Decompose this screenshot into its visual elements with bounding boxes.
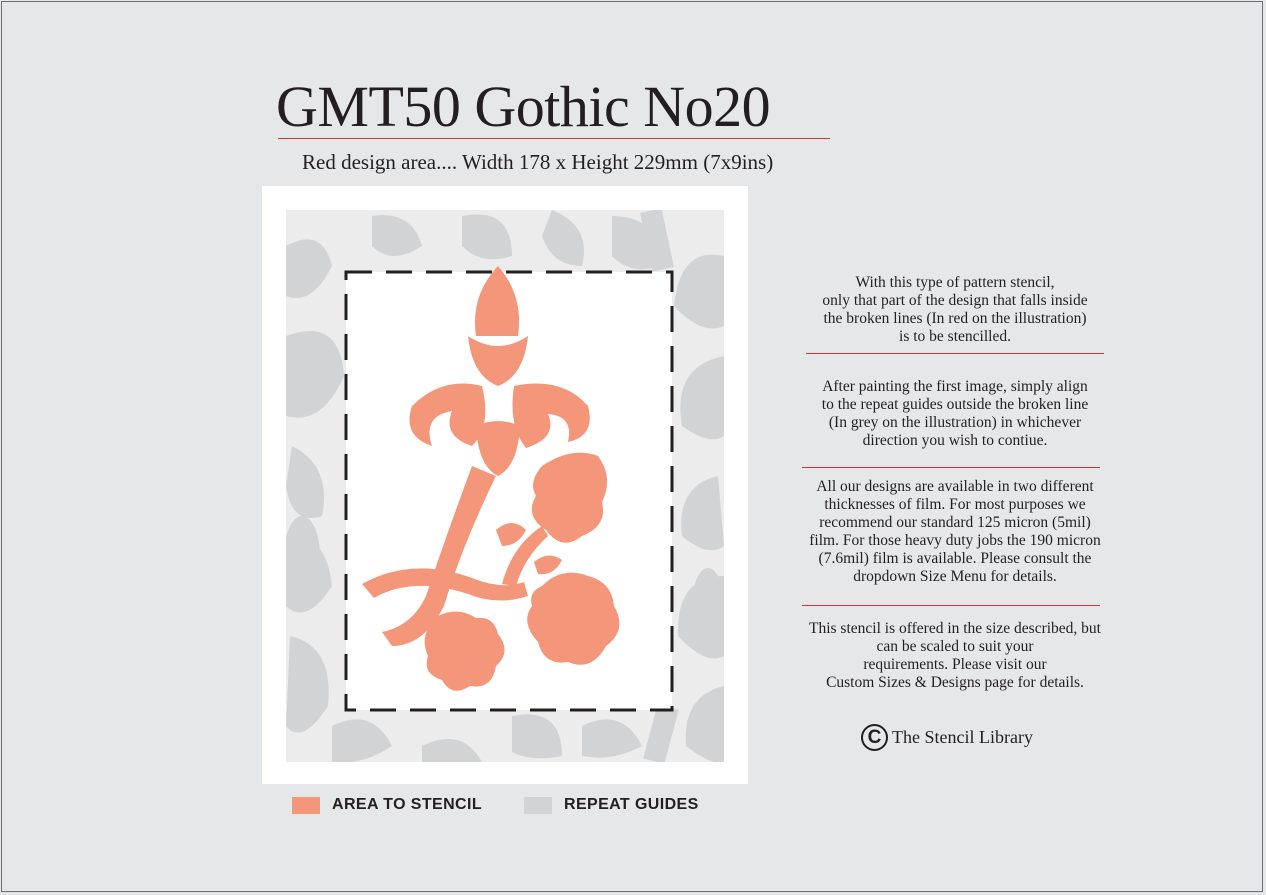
copyright-text: The Stencil Library (892, 727, 1033, 747)
info-line: recommend our standard 125 micron (5mil) (819, 514, 1091, 531)
section-divider (802, 467, 1100, 468)
stencil-graphic (262, 186, 748, 784)
info-line: All our designs are available in two different (816, 478, 1094, 495)
info-line: to the repeat guides outside the broken line (821, 396, 1089, 413)
legend-repeat-guides (524, 796, 699, 814)
info-block-pattern (790, 274, 1120, 346)
info-block-custom (790, 620, 1120, 692)
info-line: only that part of the design that falls inside (822, 292, 1088, 309)
info-line: (In grey on the illustration) in whichever (828, 414, 1082, 431)
copyright-notice (861, 724, 1033, 751)
title-underline (278, 138, 830, 139)
section-divider (806, 353, 1104, 354)
info-line: direction you wish to contiue. (862, 432, 1048, 449)
repeat-swatch (524, 797, 552, 814)
legend-label: REPEAT GUIDES (564, 796, 699, 813)
stencil-illustration (262, 186, 748, 784)
page-title: GMT50 Gothic No20 (276, 74, 771, 139)
legend-area-to-stencil (292, 796, 482, 814)
info-line: film. For those heavy duty jobs the 190 micron (809, 532, 1101, 549)
info-block-film (790, 478, 1120, 586)
info-line: (7.6mil) film is available. Please consult the (818, 550, 1092, 567)
info-line: the broken lines (In red on the illustration) (823, 310, 1087, 327)
info-line: Custom Sizes & Designs page for details. (826, 674, 1084, 691)
legend-label: AREA TO STENCIL (332, 796, 483, 813)
copyright-icon: C (861, 724, 888, 751)
info-line: This stencil is offered in the size described, but (809, 620, 1101, 637)
section-divider (802, 605, 1100, 606)
info-line: After painting the first image, simply align (822, 378, 1088, 395)
stencil-swatch (292, 797, 320, 814)
info-line: requirements. Please visit our (863, 656, 1047, 673)
info-line: is to be stencilled. (899, 328, 1011, 345)
info-block-repeat (790, 378, 1120, 450)
design-dimensions: Red design area.... Width 178 x Height 229mm (7x9ins) (302, 150, 774, 174)
info-line: can be scaled to suit your (876, 638, 1034, 655)
info-line: dropdown Size Menu for details. (853, 568, 1057, 585)
info-line: thicknesses of film. For most purposes we (824, 496, 1086, 513)
info-line: With this type of pattern stencil, (855, 274, 1055, 291)
